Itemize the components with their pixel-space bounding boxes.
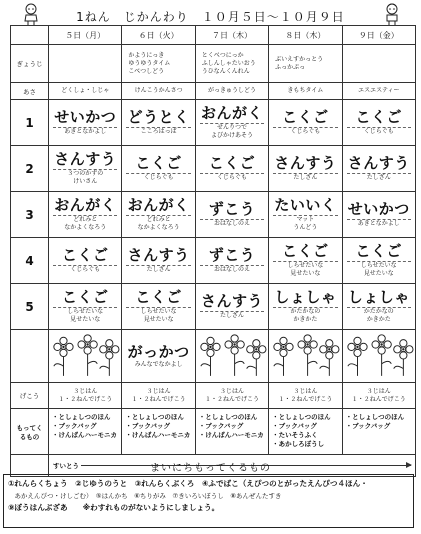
period-cell (269, 100, 342, 146)
subject-text: こくご (135, 154, 182, 172)
subject-text: こくご (282, 242, 329, 260)
gekou-label: げこう (11, 383, 49, 409)
asa-label: あさ (11, 83, 49, 100)
period-cell (342, 146, 415, 192)
period-number: 4 (11, 238, 49, 284)
asa-cell: きもちタイム (269, 83, 342, 100)
subject-text: ずこう (208, 200, 256, 218)
period-cell (122, 330, 195, 383)
subject-text: たいいく (274, 196, 337, 214)
subject-note: しらせたいな (140, 308, 177, 315)
asa-cell: どくしょ・しじゃ (49, 83, 122, 100)
subject-note: おはなしのえ (213, 266, 250, 273)
period-cell (122, 284, 195, 330)
subject-text: がっかつ (127, 342, 190, 361)
subject-note: しらせたいな (67, 308, 104, 315)
subject-text: ずこう (208, 246, 256, 264)
subject-note: どれみと (146, 216, 171, 223)
period-cell (122, 100, 195, 146)
period-cell (122, 238, 195, 284)
subject-text: こくご (135, 288, 182, 306)
subject-note: なかよくなろう (137, 224, 180, 231)
subject-note: たしざん (366, 174, 391, 181)
day-header: ９日（金） (342, 26, 415, 45)
suitou-text: すいとう (53, 462, 79, 471)
subject-text: こくご (355, 108, 403, 126)
period-cell (49, 192, 122, 238)
subject-note: かたかなの (290, 308, 321, 315)
period-cell (195, 192, 268, 238)
period-cell (269, 192, 342, 238)
gyouji-cell (49, 45, 122, 83)
subject-note: くじらぐも (216, 174, 247, 181)
subject-text: こくご (355, 242, 403, 260)
subject-note: かたかなの (363, 308, 394, 315)
subject-text: おんがく (200, 104, 263, 122)
flower-decoration (342, 330, 415, 383)
period-number: 1 (11, 100, 49, 146)
bring-cell: ・ としょしつのほん ・ ブックバッグ ・ けんばんハーモニカ (195, 409, 268, 455)
bring-cell: ・ としょしつのほん ・ ブックバッグ ・ けんばんハーモニカ (49, 409, 122, 455)
subject-note: くじらぐも (143, 174, 174, 181)
subject-note: ３つのかずの (67, 170, 104, 177)
subject-note: よびかけあそう (210, 132, 253, 139)
subject-text: しょしゃ (347, 288, 410, 306)
subject-note: たしざん (146, 266, 171, 273)
subject-note: せんりつで (216, 124, 247, 131)
header-row (11, 26, 416, 45)
subject-note: うんどう (293, 224, 318, 231)
subject-text: さんすう (200, 292, 263, 310)
page-title: 1ねん じかんわり １０月５日〜１０月９日 (76, 10, 345, 24)
subject-note: なかよくなろう (64, 224, 107, 231)
day-header: ８日（木） (269, 26, 342, 45)
period-number: 5 (11, 284, 49, 330)
gyouji-cell: ぶいえすかっとう ふっかぷっ (269, 45, 342, 83)
period-row (11, 146, 416, 192)
day-header: ５日（月） (49, 26, 122, 45)
subject-text: こくご (61, 288, 109, 306)
day-header: ７日（木） (195, 26, 268, 45)
subject-text: さんすう (127, 246, 190, 264)
subject-text: しょしゃ (274, 288, 337, 306)
child-illustration-right (383, 3, 401, 25)
subject-note: マット (296, 216, 315, 223)
subject-text: こくご (61, 246, 109, 264)
bring-cell: ・ としょしつのほん ・ ブックバッグ ・ けんばんハーモニカ (122, 409, 195, 455)
period-cell (269, 284, 342, 330)
subject-note: みんなでなかよし (134, 360, 183, 368)
flower-decoration (269, 330, 342, 383)
asa-row (11, 83, 416, 100)
period-row (11, 238, 416, 284)
subject-note: けいさん (73, 178, 98, 185)
gyouji-cell: かようにっき ゆうゆうタイム こべつしどう (122, 45, 195, 83)
timetable (10, 25, 416, 477)
period-cell (195, 284, 268, 330)
period-cell (269, 238, 342, 284)
gekou-cell: ３じはん １・２ねんでげこう (49, 383, 122, 409)
period-row (11, 284, 416, 330)
subject-note: あきとなかよし (64, 128, 107, 135)
period-cell (49, 100, 122, 146)
gekou-cell: ３じはん １・２ねんでげこう (195, 383, 268, 409)
subject-note: あきとなかよし (357, 220, 400, 227)
period-cell (342, 192, 415, 238)
subject-text: さんすう (54, 150, 117, 168)
flower-decoration (49, 330, 122, 383)
period-cell (122, 192, 195, 238)
subject-note: こころはっぱ (140, 128, 177, 135)
period-cell (49, 146, 122, 192)
asa-cell: けんこうかんさつ (122, 83, 195, 100)
asa-cell: エスエスティー (342, 83, 415, 100)
bring-row (11, 409, 416, 455)
flower-decoration (195, 330, 268, 383)
bring-label: もってく るもの (11, 409, 49, 455)
period-cell (342, 238, 415, 284)
period-number: 2 (11, 146, 49, 192)
gyouji-cell (342, 45, 415, 83)
bring-cell: ・ としょしつのほん ・ ブックバッグ (342, 409, 415, 455)
subject-text: どうとく (127, 108, 190, 126)
subject-note: くじらぐも (290, 128, 321, 135)
subject-text: せいかつ (347, 200, 410, 218)
subject-note: しらせたいな (360, 262, 397, 269)
period-number (11, 330, 49, 383)
subject-text: さんすう (347, 154, 410, 172)
period-cell (195, 100, 268, 146)
period-row (11, 100, 416, 146)
day-header: ６日（火） (122, 26, 195, 45)
subject-note: くじらぐも (363, 128, 394, 135)
period-cell (49, 238, 122, 284)
asa-cell: がっきゅうしどう (195, 83, 268, 100)
gyouji-row (11, 45, 416, 83)
gyouji-label: ぎょうじ (11, 45, 49, 83)
period-cell (342, 100, 415, 146)
subject-note: しらせたいな (287, 262, 324, 269)
gekou-row (11, 383, 416, 409)
period-cell (49, 284, 122, 330)
daily-items-line: ⑨ぼうはんぶざあ ※わすれものがないようにしましょう。 (8, 503, 220, 512)
period-number: 3 (11, 192, 49, 238)
footer-title: まいにちもってくるもの (150, 463, 271, 474)
corner-cell (11, 26, 49, 45)
subject-note: 見せたいな (363, 270, 394, 277)
period-row (11, 192, 416, 238)
period-cell (122, 146, 195, 192)
gekou-cell: ３じはん １・２ねんでげこう (122, 383, 195, 409)
subject-text: こくご (282, 108, 329, 126)
subject-text: こくご (208, 154, 256, 172)
subject-note: くじらぐも (70, 266, 101, 273)
period-cell (269, 146, 342, 192)
subject-note: たしざん (293, 174, 318, 181)
subject-note: 見せたいな (70, 316, 101, 323)
period-cell (342, 284, 415, 330)
gekou-cell: ３じはん １・２ねんでげこう (342, 383, 415, 409)
period-6-row (11, 330, 416, 383)
period-cell (195, 238, 268, 284)
subject-note: かきかた (293, 316, 318, 323)
bring-cell: ・ としょしつのほん ・ ブックバッグ ・ たいそうふく ・ あかしろぼうし (269, 409, 342, 455)
subject-text: さんすう (274, 154, 337, 172)
subject-note: おはなしのえ (213, 220, 250, 227)
subject-text: せいかつ (54, 108, 117, 126)
subject-text: おんがく (127, 196, 190, 214)
period-cell (195, 146, 268, 192)
subject-note: かきかた (366, 316, 391, 323)
subject-note: たしざん (219, 312, 244, 319)
daily-items-line: ①れんらくちょう ②じゆうのうと ③れんらくぶくろ ④ふでばこ（えぴつのとがったえんぴつ４ほん・ (8, 479, 368, 488)
daily-items-box (3, 474, 414, 528)
gekou-cell: ３じはん １・２ねんでげこう (269, 383, 342, 409)
subject-note: 見せたいな (290, 270, 321, 277)
subject-note: どれみと (73, 216, 98, 223)
subject-text: おんがく (54, 196, 117, 214)
daily-items-line: あかえんぴつ・けしごむ） ⑤はんかち ⑥ちりがみ ⑦きいろいぼうし ⑧あんぜんたすき (8, 492, 282, 500)
gyouji-cell: とくべつにっか ふしんしゃたいおう うひなんくんれん (195, 45, 268, 83)
subject-note: 見せたいな (143, 316, 174, 323)
